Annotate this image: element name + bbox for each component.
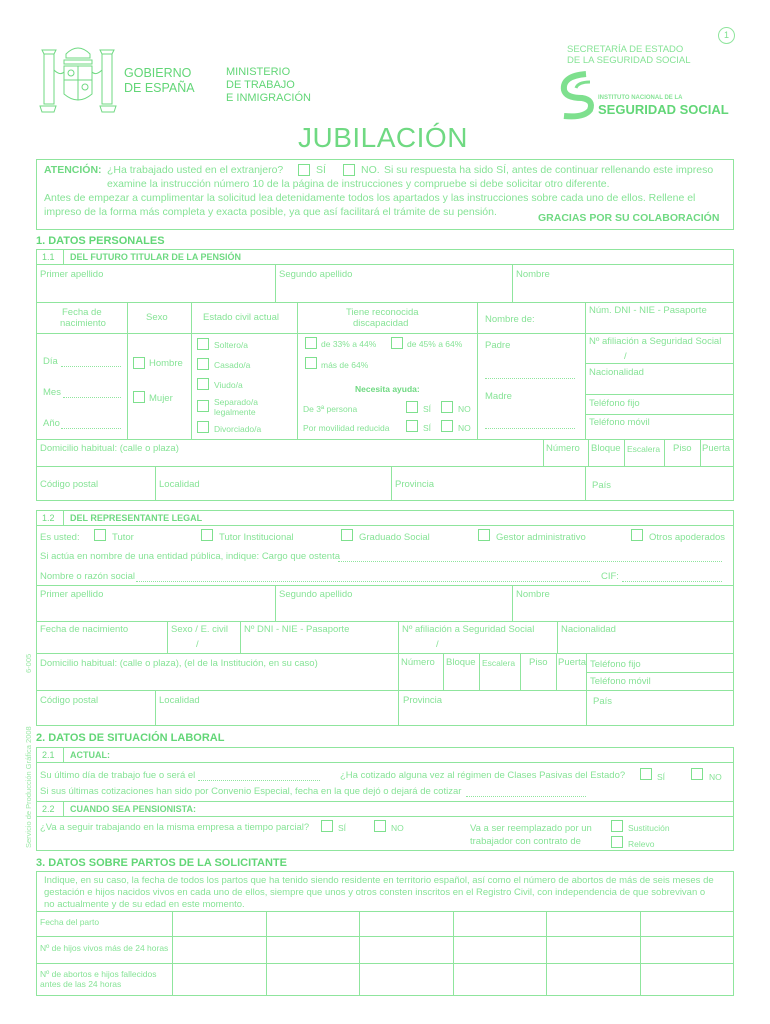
tutor-label: Tutor bbox=[112, 532, 134, 543]
second-surname-label: Segundo apellido bbox=[279, 269, 353, 280]
attention-question: ¿Ha trabajado usted en el extranjero? bbox=[107, 164, 284, 176]
disability-33-label: de 33% a 44% bbox=[321, 339, 377, 349]
public-entity-label: Si actúa en nombre de una entidad pública, indique: Cargo que ostenta bbox=[40, 551, 340, 562]
institute-small-text: INSTITUTO NACIONAL DE LA bbox=[598, 95, 683, 101]
births-instruction3: no actualmente y de su edad en este momento. bbox=[44, 899, 245, 910]
third-person-yes-label: SÍ bbox=[423, 404, 432, 414]
locality-label: Localidad bbox=[159, 479, 200, 490]
disability-45-checkbox[interactable] bbox=[391, 337, 403, 349]
keep-working-yes-checkbox[interactable] bbox=[321, 820, 333, 832]
special-agreement-label: Si sus últimas cotizaciones han sido por Convenio Especial, fecha en la que dejó o dejará de cotizar bbox=[40, 786, 462, 797]
substitution-checkbox[interactable] bbox=[611, 820, 623, 832]
year-label: Año bbox=[43, 418, 60, 429]
subsection11-number: 1.1 bbox=[42, 252, 55, 262]
male-checkbox[interactable] bbox=[133, 357, 145, 369]
births-instruction2: gestación e hijos nacidos vivos en cada uno de ellos, siempre que unos y otros consten inscritos en el Registro Civil, con independencia de que sobrevivan o bbox=[44, 887, 706, 898]
rep-stair-label: Escalera bbox=[482, 658, 516, 668]
birth-date-label2: nacimiento bbox=[60, 318, 106, 329]
rep-number-label: Número bbox=[401, 657, 435, 668]
nationality-label: Nacionalidad bbox=[589, 367, 644, 378]
ministry-line2: DE TRABAJO bbox=[226, 79, 295, 91]
replaced-label2: trabajador con contrato de bbox=[470, 836, 581, 847]
mobile-label: Teléfono móvil bbox=[589, 417, 650, 428]
passive-classes-yes-label: SÍ bbox=[657, 772, 666, 782]
address-floor-label: Piso bbox=[673, 443, 692, 454]
keep-working-label: ¿Va a seguir trabajando en la misma empresa a tiempo parcial? bbox=[40, 822, 310, 833]
separated-checkbox[interactable] bbox=[197, 400, 209, 412]
rep-door-label: Puerta bbox=[558, 657, 586, 668]
rep-first-surname-label: Primer apellido bbox=[40, 589, 104, 600]
rep-affiliation-slash: / bbox=[436, 639, 439, 650]
postal-code-label: Código postal bbox=[40, 479, 99, 490]
disability-33-checkbox[interactable] bbox=[305, 337, 317, 349]
reduced-mobility-yes-label: SÍ bbox=[423, 423, 432, 433]
social-graduate-label: Graduado Social bbox=[359, 532, 430, 543]
foreign-work-yes-checkbox[interactable] bbox=[298, 164, 310, 176]
male-label: Hombre bbox=[149, 358, 183, 369]
birth-date-row-label: Fecha del parto bbox=[40, 917, 100, 927]
company-name-label: Nombre o razón social bbox=[40, 571, 136, 582]
province-label: Provincia bbox=[395, 479, 435, 490]
day-label: Día bbox=[43, 356, 58, 367]
third-person-yes-checkbox[interactable] bbox=[406, 401, 418, 413]
relief-label: Relevo bbox=[628, 839, 655, 849]
keep-working-yes-label: SÍ bbox=[338, 823, 347, 833]
relief-checkbox[interactable] bbox=[611, 836, 623, 848]
female-label: Mujer bbox=[149, 393, 173, 404]
month-label: Mes bbox=[43, 387, 61, 398]
cif-label: CIF: bbox=[601, 571, 619, 582]
birth-date-label1: Fecha de bbox=[62, 307, 102, 318]
third-person-label: De 3ª persona bbox=[303, 404, 358, 414]
rep-sex-civil-slash: / bbox=[196, 639, 199, 650]
administrative-agent-label: Gestor administrativo bbox=[496, 532, 586, 543]
rep-locality-label: Localidad bbox=[159, 695, 200, 706]
father-label: Padre bbox=[485, 340, 511, 351]
foreign-work-no-label: NO. bbox=[361, 164, 380, 176]
attention-rest1: Si su respuesta ha sido SÍ, antes de continuar rellenando este impreso bbox=[384, 164, 714, 176]
divorced-checkbox[interactable] bbox=[197, 421, 209, 433]
address-door-label: Puerta bbox=[702, 443, 730, 454]
third-person-no-checkbox[interactable] bbox=[441, 401, 453, 413]
other-attorney-checkbox[interactable] bbox=[631, 529, 643, 541]
attention-para2: impreso de la forma más completa y exacta posible, ya que así facilitará el trámite de su pensión. bbox=[44, 206, 497, 218]
first-surname-label: Primer apellido bbox=[40, 269, 104, 280]
keep-working-no-label: NO bbox=[391, 823, 404, 833]
rep-name-label: Nombre bbox=[516, 589, 550, 600]
other-attorney-label: Otros apoderados bbox=[649, 532, 726, 543]
institute-big-text: SEGURIDAD SOCIAL bbox=[598, 102, 729, 117]
subsection22-number: 2.2 bbox=[42, 804, 55, 814]
ministry-line3: E INMIGRACIÓN bbox=[226, 92, 311, 104]
replaced-label1: Va a ser reemplazado por un bbox=[470, 823, 592, 834]
female-checkbox[interactable] bbox=[133, 391, 145, 403]
country-label: País bbox=[592, 480, 612, 491]
passive-classes-no-label: NO bbox=[709, 772, 722, 782]
address-number-label: Número bbox=[546, 443, 580, 454]
subsection11-title: DEL FUTURO TITULAR DE LA PENSIÓN bbox=[70, 252, 241, 262]
foreign-work-yes-label: SÍ bbox=[316, 164, 326, 176]
living-children-row-label: Nº de hijos vivos más de 24 horas bbox=[40, 943, 169, 953]
foreign-work-no-checkbox[interactable] bbox=[343, 164, 355, 176]
ministry-line1: MINISTERIO bbox=[226, 66, 291, 78]
coat-of-arms-icon bbox=[38, 40, 118, 118]
seguridad-social-logo-icon bbox=[556, 70, 600, 122]
attention-label: ATENCIÓN: bbox=[44, 164, 102, 176]
subsection21-title: ACTUAL: bbox=[70, 750, 110, 760]
printer-credit: Servicio de Producción Gráfica 2008 bbox=[24, 726, 33, 848]
rep-block-label: Bloque bbox=[446, 657, 476, 668]
keep-working-no-checkbox[interactable] bbox=[374, 820, 386, 832]
subsection21-number: 2.1 bbox=[42, 750, 55, 760]
abortions-row-label2: antes de las 24 horas bbox=[40, 979, 122, 989]
single-label: Soltero/a bbox=[214, 340, 249, 350]
rep-postal-code-label: Código postal bbox=[40, 695, 99, 706]
rep-nationality-label: Nacionalidad bbox=[561, 624, 616, 635]
address-stair-label: Escalera bbox=[627, 444, 661, 454]
disability-label2: discapacidad bbox=[353, 318, 409, 329]
rep-province-label: Provincia bbox=[403, 695, 443, 706]
reduced-mobility-yes-checkbox[interactable] bbox=[406, 420, 418, 432]
needs-help-label: Necesita ayuda: bbox=[355, 384, 420, 394]
gov-name-line1: GOBIERNO bbox=[124, 66, 192, 80]
affiliation-label: Nº afiliación a Seguridad Social bbox=[589, 336, 722, 347]
section1-title: 1. DATOS PERSONALES bbox=[36, 235, 165, 247]
subsection12-title: DEL REPRESENTANTE LEGAL bbox=[70, 513, 203, 523]
divorced-label: Divorciado/a bbox=[214, 424, 262, 434]
substitution-label: Sustitución bbox=[628, 823, 670, 833]
reduced-mobility-no-label: NO bbox=[458, 423, 471, 433]
reduced-mobility-no-checkbox[interactable] bbox=[441, 420, 453, 432]
rep-mobile-label: Teléfono móvil bbox=[590, 676, 651, 687]
widowed-label: Viudo/a bbox=[214, 380, 243, 390]
parents-name-label: Nombre de: bbox=[485, 314, 535, 325]
institutional-tutor-label: Tutor Institucional bbox=[219, 532, 294, 543]
page-number bbox=[718, 27, 735, 44]
rep-affiliation-label: Nº afiliación a Seguridad Social bbox=[402, 624, 535, 635]
tutor-checkbox[interactable] bbox=[94, 529, 106, 541]
rep-dni-label: Nº DNI - NIE - Pasaporte bbox=[244, 624, 350, 635]
last-work-day-label: Su último día de trabajo fue o será el bbox=[40, 770, 196, 781]
social-graduate-checkbox[interactable] bbox=[341, 529, 353, 541]
abortions-row-label1: Nº de abortos e hijos fallecidos bbox=[40, 969, 157, 979]
gov-name-line2: DE ESPAÑA bbox=[124, 81, 195, 95]
married-label: Casado/a bbox=[214, 360, 251, 370]
mother-label: Madre bbox=[485, 391, 512, 402]
passive-classes-label: ¿Ha cotizado alguna vez al régimen de Clases Pasivas del Estado? bbox=[340, 770, 626, 781]
married-checkbox[interactable] bbox=[197, 358, 209, 370]
subsection12-number: 1.2 bbox=[42, 513, 55, 523]
disability-label1: Tiene reconocida bbox=[346, 307, 419, 318]
rep-country-label: País bbox=[593, 696, 613, 707]
rep-address-label: Domicilio habitual: (calle o plaza), (el de la Institución, en su caso) bbox=[40, 658, 318, 669]
form-code: 6-005 bbox=[24, 653, 33, 673]
sex-label: Sexo bbox=[146, 312, 168, 323]
attention-rest2: examine la instrucción número 10 de la página de instrucciones y compruebe si debe solicitar otro diferente. bbox=[107, 178, 610, 190]
separated-label2: legalmente bbox=[214, 407, 256, 417]
separated-label1: Separado/a bbox=[214, 397, 258, 407]
widowed-checkbox[interactable] bbox=[197, 378, 209, 390]
affiliation-slash: / bbox=[624, 351, 627, 362]
single-checkbox[interactable] bbox=[197, 338, 209, 350]
rep-birth-date-label: Fecha de nacimiento bbox=[40, 624, 129, 635]
rep-phone-label: Teléfono fijo bbox=[590, 659, 641, 670]
disability-64-checkbox[interactable] bbox=[305, 357, 317, 369]
address-label: Domicilio habitual: (calle o plaza) bbox=[40, 443, 179, 454]
reduced-mobility-label: Por movilidad reducida bbox=[303, 423, 390, 433]
page-title: JUBILACIÓN bbox=[298, 122, 468, 153]
representative-type-label: Es usted: bbox=[40, 532, 80, 543]
secretary-line2: DE LA SEGURIDAD SOCIAL bbox=[567, 55, 691, 66]
page-number-text: 1 bbox=[723, 30, 729, 40]
third-person-no-label: NO bbox=[458, 404, 471, 414]
rep-second-surname-label: Segundo apellido bbox=[279, 589, 353, 600]
name-label: Nombre bbox=[516, 269, 550, 280]
institutional-tutor-checkbox[interactable] bbox=[201, 529, 213, 541]
disability-45-label: de 45% a 64% bbox=[407, 339, 463, 349]
civil-status-label: Estado civil actual bbox=[203, 312, 280, 323]
attention-thanks: GRACIAS POR SU COLABORACIÓN bbox=[538, 212, 720, 224]
passive-classes-no-checkbox[interactable] bbox=[691, 768, 703, 780]
dni-label: Núm. DNI - NIE - Pasaporte bbox=[589, 305, 707, 316]
disability-64-label: más de 64% bbox=[321, 360, 369, 370]
rep-floor-label: Piso bbox=[529, 657, 548, 668]
administrative-agent-checkbox[interactable] bbox=[478, 529, 490, 541]
passive-classes-yes-checkbox[interactable] bbox=[640, 768, 652, 780]
phone-label: Teléfono fijo bbox=[589, 398, 640, 409]
section3-title: 3. DATOS SOBRE PARTOS DE LA SOLICITANTE bbox=[36, 857, 287, 869]
section2-title: 2. DATOS DE SITUACIÓN LABORAL bbox=[36, 732, 225, 744]
secretary-line1: SECRETARÍA DE ESTADO bbox=[567, 44, 684, 55]
subsection22-title: CUANDO SEA PENSIONISTA: bbox=[70, 804, 197, 814]
rep-sex-civil-label: Sexo / E. civil bbox=[171, 624, 229, 635]
attention-para1: Antes de empezar a cumplimentar la solicitud lea detenidamente todos los apartados y las instrucciones sobre cada uno de ellos. Rellene el bbox=[44, 192, 696, 204]
address-block-label: Bloque bbox=[591, 443, 621, 454]
births-instruction1: Indique, en su caso, la fecha de todos los partos que ha tenido siendo residente en territorio español, así como el número de abortos de más de seis meses de bbox=[44, 875, 714, 886]
